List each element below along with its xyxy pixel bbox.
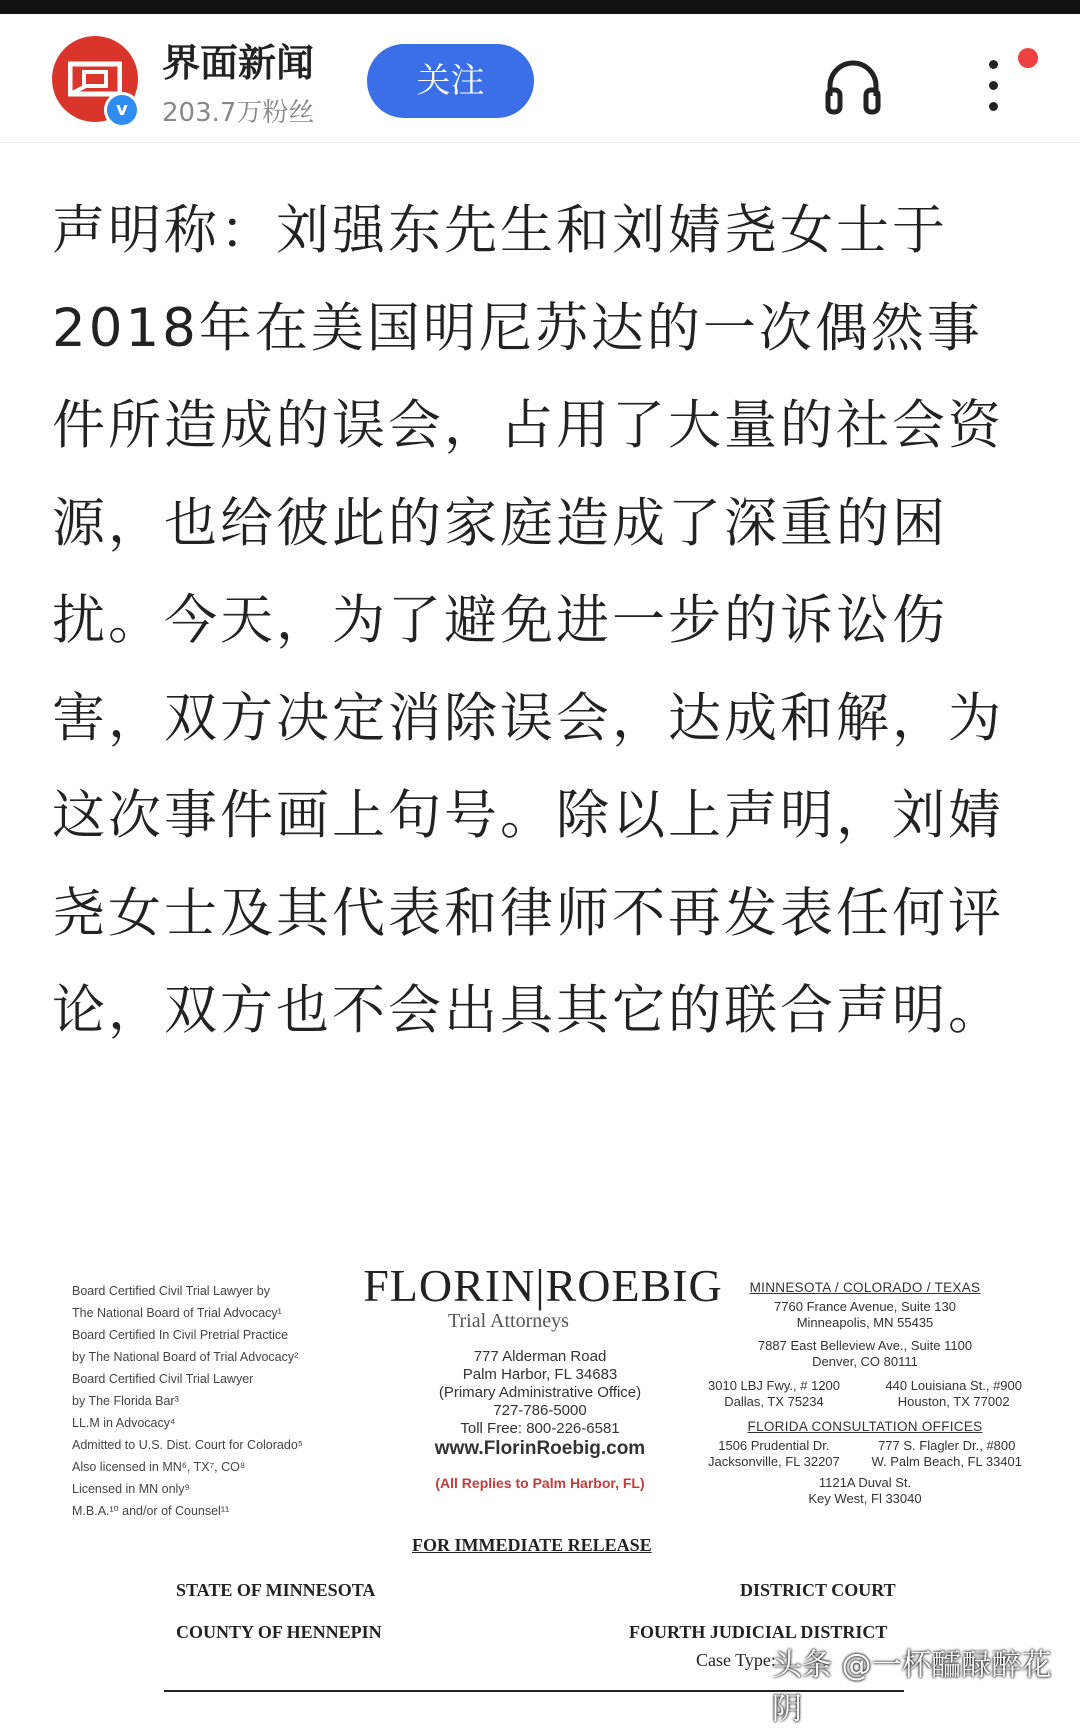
credential-line: by The National Board of Trial Advocacy² xyxy=(72,1350,299,1364)
account-name[interactable]: 界面新闻 xyxy=(162,41,315,85)
account-header xyxy=(0,14,1080,143)
case-type-label: Case Type: xyxy=(696,1650,776,1670)
county-label: COUNTY OF HENNEPIN xyxy=(176,1622,382,1642)
office-line: Denver, CO 80111 xyxy=(812,1354,918,1369)
district-court-label: DISTRICT COURT xyxy=(740,1580,896,1600)
release-heading: FOR IMMEDIATE RELEASE xyxy=(412,1535,652,1555)
credential-line: The National Board of Trial Advocacy¹ xyxy=(72,1306,282,1320)
office-tx xyxy=(700,1378,1030,1410)
credential-line: Board Certified In Civil Pretrial Practice xyxy=(72,1328,289,1342)
firm-letterhead xyxy=(358,1260,728,1333)
office-line: 1121A Duval St. xyxy=(818,1475,912,1490)
address-line: 777 Alderman Road xyxy=(473,1348,607,1365)
credentials-list xyxy=(72,1280,362,1522)
fl-offices-header: FLORIDA CONSULTATION OFFICES xyxy=(747,1419,983,1434)
notification-dot xyxy=(1018,48,1038,68)
firm-website: www.FlorinRoebig.com xyxy=(434,1438,646,1459)
press-release-image xyxy=(0,1240,1080,1697)
credential-line: M.B.A.¹⁰ and/or of Counsel¹¹ xyxy=(72,1504,230,1518)
fans-count: 203.7万粉丝 xyxy=(162,98,315,128)
watermark: 头条 @一杯醽醁醉花阴 xyxy=(772,1648,1052,1727)
address-line: 727-786-5000 xyxy=(493,1402,587,1419)
replies-note: (All Replies to Palm Harbor, FL) xyxy=(435,1475,645,1491)
office-line: Key West, Fl 33040 xyxy=(808,1491,922,1506)
judicial-district-label: FOURTH JUDICIAL DISTRICT xyxy=(629,1622,888,1642)
office-line: Jacksonville, FL 32207 xyxy=(708,1454,840,1469)
office-fl xyxy=(700,1438,1030,1470)
office-keywest xyxy=(700,1475,1030,1507)
office-line: Dallas, TX 75234 xyxy=(724,1394,824,1409)
jiemian-logo-icon xyxy=(68,60,122,98)
office-line: W. Palm Beach, FL 33401 xyxy=(871,1454,1022,1469)
status-bar xyxy=(0,0,1080,14)
office-line: 1506 Prudential Dr. xyxy=(718,1438,830,1453)
credential-line: Admitted to U.S. Dist. Court for Colorado⁵ xyxy=(72,1438,303,1452)
primary-address xyxy=(400,1348,680,1492)
credential-line: by The Florida Bar³ xyxy=(72,1394,179,1408)
address-line: Palm Harbor, FL 34683 xyxy=(462,1366,618,1383)
credential-line: LL.M in Advocacy⁴ xyxy=(72,1416,176,1430)
office-line: 777 S. Flagler Dr., #800 xyxy=(878,1438,1016,1453)
article-body: 声明称：刘强东先生和刘婧尧女士于2018年在美国明尼苏达的一次偶然事件所造成的误会，占用了大量的社会资源，也给彼此的家庭造成了深重的困扰。今天，为了避免进一步的诉讼伤害，双方决定消除误会，达成和解，为这次事件画上句号。除以上声明，刘婧尧女士及其代表和律师不再发表任何评论，双方也不会出具其它的联合声明。 xyxy=(52,200,1004,1041)
address-line: (Primary Administrative Office) xyxy=(438,1384,642,1401)
office-co xyxy=(700,1338,1030,1370)
office-line: Minneapolis, MN 55435 xyxy=(796,1315,934,1330)
firm-subtitle: Trial Attorneys xyxy=(448,1310,569,1332)
headphones-icon[interactable] xyxy=(822,56,884,118)
firm-name: FLORIN|ROEBIG xyxy=(363,1260,723,1311)
offices-header: MINNESOTA / COLORADO / TEXAS xyxy=(749,1280,981,1295)
office-line: 7887 East Belleview Ave., Suite 1100 xyxy=(757,1338,973,1353)
credential-line: Also licensed in MN⁶, TX⁷, CO⁸ xyxy=(72,1460,246,1474)
verified-badge-icon: v xyxy=(104,92,140,128)
follow-button[interactable]: 关注 xyxy=(367,44,534,118)
office-list xyxy=(700,1280,1030,1507)
office-mn xyxy=(700,1299,1030,1331)
state-label: STATE OF MINNESOTA xyxy=(176,1580,376,1600)
office-line: 3010 LBJ Fwy., # 1200 xyxy=(708,1378,841,1393)
more-options-icon[interactable] xyxy=(980,48,1006,128)
office-line: Houston, TX 77002 xyxy=(897,1394,1010,1409)
office-line: 7760 France Avenue, Suite 130 xyxy=(774,1299,956,1314)
address-line: Toll Free: 800-226-6581 xyxy=(460,1420,620,1437)
credential-line: Licensed in MN only⁹ xyxy=(72,1482,190,1496)
office-line: 440 Louisiana St., #900 xyxy=(885,1378,1022,1393)
credential-line: Board Certified Civil Trial Lawyer by xyxy=(72,1284,270,1298)
credential-line: Board Certified Civil Trial Lawyer xyxy=(72,1372,254,1386)
